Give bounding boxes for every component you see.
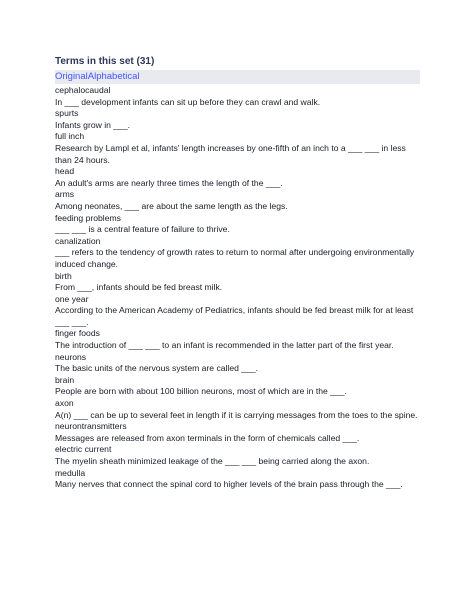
definition-text: The introduction of ___ ___ to an infant is recommended in the latter part of the first year. xyxy=(55,340,394,351)
term-text: spurts xyxy=(55,108,79,119)
term-card xyxy=(55,166,420,189)
term-text: axon xyxy=(55,398,74,409)
term-card xyxy=(55,444,420,467)
definition-text: An adult's arms are nearly three times the length of the ___. xyxy=(55,177,283,188)
definition-text: Many nerves that connect the spinal cord to higher levels of the brain pass through the ___. xyxy=(55,479,403,490)
term-card xyxy=(55,189,420,212)
term-text: feeding problems xyxy=(55,212,121,223)
definition-text: From ___, infants should be fed breast milk. xyxy=(55,282,223,293)
definition-text: Messages are released from axon terminals in the form of chemicals called ___. xyxy=(55,432,360,443)
term-text: medulla xyxy=(55,467,86,478)
term-card xyxy=(55,468,420,491)
definition-text: According to the American Academy of Pediatrics, infants should be fed breast milk for at least ___ ___. xyxy=(55,305,414,327)
term-text: full inch xyxy=(55,131,85,142)
sort-bar xyxy=(55,70,420,84)
term-list xyxy=(55,85,420,491)
definition-text: Infants grow in ___. xyxy=(55,119,131,130)
term-text: neurons xyxy=(55,351,87,362)
definition-text: Among neonates, ___ are about the same length as the legs. xyxy=(55,200,288,211)
term-card xyxy=(55,294,420,329)
term-text: head xyxy=(55,166,75,177)
term-text: birth xyxy=(55,270,72,281)
term-text: cephalocaudal xyxy=(55,85,111,95)
definition-text: ___ ___ is a central feature of failure to thrive. xyxy=(55,224,230,235)
set-title: Terms in this set (31) xyxy=(55,56,155,67)
term-card xyxy=(55,352,420,375)
definition-text: Research by Lampl et al, infants' length increases by one-fifth of an inch to a ___ ___ in less than 24 hours. xyxy=(55,142,406,165)
term-card xyxy=(55,236,420,271)
sort-alphabetical-button[interactable]: Alphabetical xyxy=(87,71,140,82)
term-text: neurontransmitters xyxy=(55,421,127,432)
term-text: one year xyxy=(55,293,89,304)
term-text: finger foods xyxy=(55,328,100,339)
term-text: brain xyxy=(55,374,75,385)
term-card xyxy=(55,271,420,294)
term-text: electric current xyxy=(55,444,112,455)
term-card xyxy=(55,375,420,398)
term-text: canalization xyxy=(55,235,101,246)
definition-text: The basic units of the nervous system are called ___. xyxy=(55,363,259,374)
term-card xyxy=(55,108,420,131)
definition-text: A(n) ___ can be up to several feet in length if it is carrying messages from the toes to the spine. xyxy=(55,409,418,420)
flashcard-set-page xyxy=(55,56,420,491)
definition-text: ___ refers to the tendency of growth rates to return to normal after undergoing environmentally induced change. xyxy=(55,247,415,269)
sort-original-button[interactable]: Original xyxy=(55,71,88,82)
term-card xyxy=(55,213,420,236)
term-card xyxy=(55,131,420,166)
term-card xyxy=(55,421,420,444)
definition-text: People are born with about 100 billion neurons, most of which are in the ___. xyxy=(55,386,347,397)
definition-text: In ___ development infants can sit up before they can crawl and walk. xyxy=(55,96,321,107)
term-card xyxy=(55,328,420,351)
term-card xyxy=(55,85,420,108)
definition-text: The myelin sheath minimized leakage of the ___ ___ being carried along the axon. xyxy=(55,456,370,466)
term-card xyxy=(55,398,420,421)
term-text: arms xyxy=(55,189,75,200)
